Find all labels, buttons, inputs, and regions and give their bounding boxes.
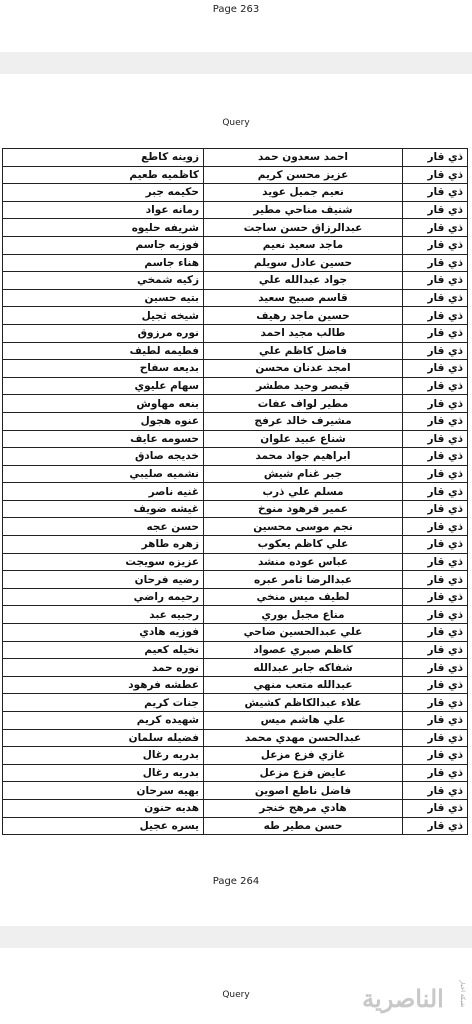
name-cell: حسن مطير طه bbox=[204, 817, 403, 835]
governorate-cell: ذي قار bbox=[403, 254, 468, 272]
table-row bbox=[3, 712, 468, 730]
table-row bbox=[3, 412, 468, 430]
mother-name-cell: نوره حمد bbox=[3, 659, 204, 677]
name-cell: امجد عدنان محسن bbox=[204, 360, 403, 378]
name-cell: شنيف مناحي مطير bbox=[204, 201, 403, 219]
name-cell: عبدالرضا ثامر عبره bbox=[204, 571, 403, 589]
governorate-cell: ذي قار bbox=[403, 500, 468, 518]
records-table bbox=[2, 148, 468, 835]
page-number-bottom: Page 264 bbox=[212, 876, 260, 887]
mother-name-cell: فوزيه جاسم bbox=[3, 236, 204, 254]
governorate-cell: ذي قار bbox=[403, 764, 468, 782]
name-cell: ماجد سعيد نعيم bbox=[204, 236, 403, 254]
mother-name-cell: زوينه كاطع bbox=[3, 149, 204, 167]
governorate-cell: ذي قار bbox=[403, 536, 468, 554]
watermark-subtext: شبكة اخبار bbox=[459, 980, 466, 1008]
governorate-cell: ذي قار bbox=[403, 272, 468, 290]
table-row bbox=[3, 553, 468, 571]
governorate-cell: ذي قار bbox=[403, 324, 468, 342]
name-cell: قاسم صبيح سعيد bbox=[204, 289, 403, 307]
table-row bbox=[3, 395, 468, 413]
mother-name-cell: فطيمه لطيف bbox=[3, 342, 204, 360]
table-row bbox=[3, 377, 468, 395]
table-row bbox=[3, 219, 468, 237]
mother-name-cell: عنوه هجول bbox=[3, 412, 204, 430]
mother-name-cell: شهيده كريم bbox=[3, 712, 204, 730]
name-cell: عزيز محسن كريم bbox=[204, 166, 403, 184]
mother-name-cell: فضيله سلمان bbox=[3, 729, 204, 747]
governorate-cell: ذي قار bbox=[403, 641, 468, 659]
page-separator-bottom bbox=[0, 926, 472, 948]
mother-name-cell: غيشه ضويف bbox=[3, 500, 204, 518]
name-cell: فاضل ناطع اصوين bbox=[204, 782, 403, 800]
watermark-logo bbox=[338, 978, 468, 1018]
table-row bbox=[3, 764, 468, 782]
table-row bbox=[3, 465, 468, 483]
mother-name-cell: بديعه سفاح bbox=[3, 360, 204, 378]
table-row bbox=[3, 536, 468, 554]
governorate-cell: ذي قار bbox=[403, 782, 468, 800]
name-cell: مناع مجبل بوري bbox=[204, 606, 403, 624]
governorate-cell: ذي قار bbox=[403, 588, 468, 606]
name-cell: علي كاظم يعكوب bbox=[204, 536, 403, 554]
name-cell: علي هاشم ميس bbox=[204, 712, 403, 730]
name-cell: مطير لواف عفات bbox=[204, 395, 403, 413]
table-row bbox=[3, 149, 468, 167]
table-row bbox=[3, 184, 468, 202]
table-row bbox=[3, 360, 468, 378]
governorate-cell: ذي قار bbox=[403, 412, 468, 430]
mother-name-cell: نوره مرزوق bbox=[3, 324, 204, 342]
governorate-cell: ذي قار bbox=[403, 201, 468, 219]
governorate-cell: ذي قار bbox=[403, 729, 468, 747]
mother-name-cell: عطشه فرهود bbox=[3, 676, 204, 694]
governorate-cell: ذي قار bbox=[403, 236, 468, 254]
name-cell: جواد عبدالله علي bbox=[204, 272, 403, 290]
table-row bbox=[3, 729, 468, 747]
mother-name-cell: شريفه حليوه bbox=[3, 219, 204, 237]
name-cell: علي عبدالحسين ضاحي bbox=[204, 624, 403, 642]
table-row bbox=[3, 676, 468, 694]
name-cell: هادي مرهج خنجر bbox=[204, 799, 403, 817]
name-cell: حسين عادل سويلم bbox=[204, 254, 403, 272]
governorate-cell: ذي قار bbox=[403, 377, 468, 395]
mother-name-cell: زكيه شمخي bbox=[3, 272, 204, 290]
table-row bbox=[3, 659, 468, 677]
governorate-cell: ذي قار bbox=[403, 219, 468, 237]
mother-name-cell: رحيمه راضي bbox=[3, 588, 204, 606]
governorate-cell: ذي قار bbox=[403, 184, 468, 202]
table-row bbox=[3, 694, 468, 712]
page-number-top: Page 263 bbox=[212, 4, 260, 15]
name-cell: قيصر وحيد مطشر bbox=[204, 377, 403, 395]
table-row bbox=[3, 518, 468, 536]
table-row bbox=[3, 588, 468, 606]
mother-name-cell: حسن عجه bbox=[3, 518, 204, 536]
query-label-bottom: Query bbox=[222, 990, 250, 1000]
mother-name-cell: زهره طاهر bbox=[3, 536, 204, 554]
table-row bbox=[3, 500, 468, 518]
mother-name-cell: نشميه صليبي bbox=[3, 465, 204, 483]
table-row bbox=[3, 307, 468, 325]
mother-name-cell: هديه حنون bbox=[3, 799, 204, 817]
governorate-cell: ذي قار bbox=[403, 712, 468, 730]
table-row bbox=[3, 342, 468, 360]
mother-name-cell: رضيه فرحان bbox=[3, 571, 204, 589]
table-row bbox=[3, 641, 468, 659]
table-row bbox=[3, 799, 468, 817]
governorate-cell: ذي قار bbox=[403, 430, 468, 448]
mother-name-cell: حسومه عايف bbox=[3, 430, 204, 448]
governorate-cell: ذي قار bbox=[403, 799, 468, 817]
table-row bbox=[3, 430, 468, 448]
governorate-cell: ذي قار bbox=[403, 817, 468, 835]
name-cell: كاظم صبري عصواد bbox=[204, 641, 403, 659]
name-cell: فاضل كاظم علي bbox=[204, 342, 403, 360]
table-row bbox=[3, 324, 468, 342]
table-row bbox=[3, 817, 468, 835]
table-row bbox=[3, 571, 468, 589]
table-row bbox=[3, 254, 468, 272]
table-row bbox=[3, 606, 468, 624]
table-row bbox=[3, 289, 468, 307]
governorate-cell: ذي قار bbox=[403, 448, 468, 466]
governorate-cell: ذي قار bbox=[403, 149, 468, 167]
governorate-cell: ذي قار bbox=[403, 307, 468, 325]
governorate-cell: ذي قار bbox=[403, 659, 468, 677]
mother-name-cell: عزيزه سويجت bbox=[3, 553, 204, 571]
name-cell: حسين ماجد رهيف bbox=[204, 307, 403, 325]
governorate-cell: ذي قار bbox=[403, 606, 468, 624]
name-cell: عبدالله متعب منهي bbox=[204, 676, 403, 694]
governorate-cell: ذي قار bbox=[403, 518, 468, 536]
mother-name-cell: كاظميه طعيم bbox=[3, 166, 204, 184]
table-row bbox=[3, 782, 468, 800]
name-cell: نعيم جميل عويد bbox=[204, 184, 403, 202]
page-separator-top bbox=[0, 52, 472, 74]
mother-name-cell: خديجه صادق bbox=[3, 448, 204, 466]
governorate-cell: ذي قار bbox=[403, 395, 468, 413]
mother-name-cell: غنيه ناصر bbox=[3, 483, 204, 501]
watermark-text: الناصرية bbox=[362, 983, 444, 1013]
governorate-cell: ذي قار bbox=[403, 676, 468, 694]
governorate-cell: ذي قار bbox=[403, 166, 468, 184]
mother-name-cell: بدريه رغال bbox=[3, 764, 204, 782]
records-table-body bbox=[3, 149, 468, 835]
mother-name-cell: يسره عجيل bbox=[3, 817, 204, 835]
name-cell: عبدالرزاق حسن ساجت bbox=[204, 219, 403, 237]
governorate-cell: ذي قار bbox=[403, 694, 468, 712]
name-cell: عباس عوده منشد bbox=[204, 553, 403, 571]
governorate-cell: ذي قار bbox=[403, 553, 468, 571]
mother-name-cell: سهام عليوي bbox=[3, 377, 204, 395]
table-row bbox=[3, 201, 468, 219]
name-cell: جبر غنام شيش bbox=[204, 465, 403, 483]
table-row bbox=[3, 448, 468, 466]
mother-name-cell: فوزيه هادي bbox=[3, 624, 204, 642]
table-row bbox=[3, 166, 468, 184]
governorate-cell: ذي قار bbox=[403, 747, 468, 765]
mother-name-cell: رجبيه عبد bbox=[3, 606, 204, 624]
mother-name-cell: شيخه ثجيل bbox=[3, 307, 204, 325]
governorate-cell: ذي قار bbox=[403, 360, 468, 378]
mother-name-cell: جنات كريم bbox=[3, 694, 204, 712]
governorate-cell: ذي قار bbox=[403, 465, 468, 483]
name-cell: غازي فزع مزعل bbox=[204, 747, 403, 765]
table-row bbox=[3, 272, 468, 290]
name-cell: علاء عبدالكاظم كشيش bbox=[204, 694, 403, 712]
name-cell: عايض فزع مزعل bbox=[204, 764, 403, 782]
query-label-top: Query bbox=[222, 118, 250, 128]
mother-name-cell: بتيه حسين bbox=[3, 289, 204, 307]
governorate-cell: ذي قار bbox=[403, 289, 468, 307]
governorate-cell: ذي قار bbox=[403, 624, 468, 642]
governorate-cell: ذي قار bbox=[403, 571, 468, 589]
name-cell: لطيف ميس منخي bbox=[204, 588, 403, 606]
mother-name-cell: بدريه رغال bbox=[3, 747, 204, 765]
mother-name-cell: رمانه عواد bbox=[3, 201, 204, 219]
governorate-cell: ذي قار bbox=[403, 483, 468, 501]
mother-name-cell: حكيمه جبر bbox=[3, 184, 204, 202]
table-row bbox=[3, 483, 468, 501]
mother-name-cell: بنعه مهاوش bbox=[3, 395, 204, 413]
governorate-cell: ذي قار bbox=[403, 342, 468, 360]
name-cell: شناع عبيد علوان bbox=[204, 430, 403, 448]
name-cell: عبدالحسن مهدي محمد bbox=[204, 729, 403, 747]
table-row bbox=[3, 624, 468, 642]
mother-name-cell: هناء جاسم bbox=[3, 254, 204, 272]
mother-name-cell: بهيه سرحان bbox=[3, 782, 204, 800]
name-cell: عمير فرهود منوخ bbox=[204, 500, 403, 518]
name-cell: طالب مجيد احمد bbox=[204, 324, 403, 342]
name-cell: مسلم علي ذرب bbox=[204, 483, 403, 501]
mother-name-cell: نخيله كعيم bbox=[3, 641, 204, 659]
name-cell: نجم موسى محسين bbox=[204, 518, 403, 536]
name-cell: ابراهيم جواد محمد bbox=[204, 448, 403, 466]
name-cell: مشيرف خالد عرفج bbox=[204, 412, 403, 430]
name-cell: شفاكه جابر عبدالله bbox=[204, 659, 403, 677]
table-row bbox=[3, 747, 468, 765]
table-row bbox=[3, 236, 468, 254]
name-cell: احمد سعدون حمد bbox=[204, 149, 403, 167]
